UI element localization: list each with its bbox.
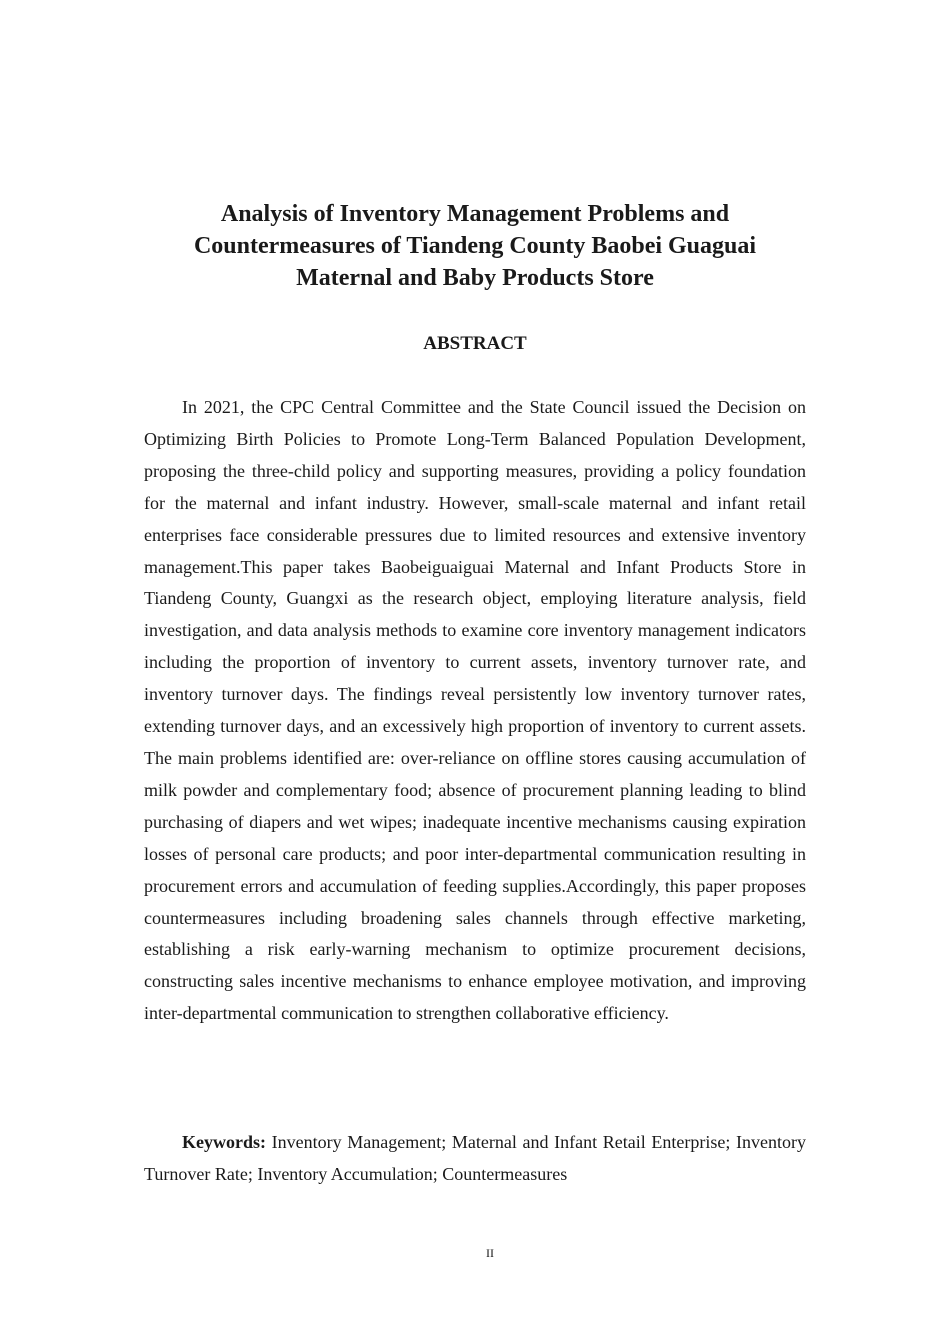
abstract-heading: ABSTRACT <box>423 333 527 354</box>
paper-title-line-1: Analysis of Inventory Management Problems and <box>220 201 730 227</box>
paper-title-line-2: Countermeasures of Tiandeng County Baobei Guaguai <box>193 233 757 259</box>
paper-title <box>140 198 810 294</box>
keywords-label: Keywords: <box>182 1132 266 1152</box>
keywords-text: Inventory Management; Maternal and Infant Retail Enterprise; Inventory Turnover Rate; Inventory Accumulation; Countermeasures <box>144 1132 806 1184</box>
page-number: II <box>486 1246 494 1260</box>
paper-title-line-3: Maternal and Baby Products Store <box>296 265 654 291</box>
keywords-paragraph <box>144 1126 806 1190</box>
abstract-body: In 2021, the CPC Central Committee and the State Council issued the Decision on Optimizing Birth Policies to Promote Long-Term Balanced Population Development, proposing the three-child policy and supporting measures, providing a policy foundation for the maternal and infant industry. However, small-scale maternal and infant retail enterprises face considerable pressures due to limited resources and extensive inventory management.This paper takes Baobeiguaiguai Maternal and Infant Products Store in Tiandeng County, Guangxi as the research object, employing literature analysis, field investigation, and data analysis methods to examine core inventory management indicators including the proportion of inventory to current assets, inventory turnover rate, and inventory turnover days. The findings reveal persistently low inventory turnover rates, extending turnover days, and an excessively high proportion of inventory to current assets. The main problems identified are: over-reliance on offline stores causing accumulation of milk powder and complementary food; absence of procurement planning leading to blind purchasing of diapers and wet wipes; inadequate incentive mechanisms causing expiration losses of personal care products; and poor inter-departmental communication resulting in procurement errors and accumulation of feeding supplies.Accordingly, this paper proposes countermeasures including broadening sales channels through effective marketing, establishing a risk early-warning mechanism to optimize procurement decisions, constructing sales incentive mechanisms to enhance employee motivation, and improving inter-departmental communication to strengthen collaborative efficiency. <box>144 397 806 1024</box>
